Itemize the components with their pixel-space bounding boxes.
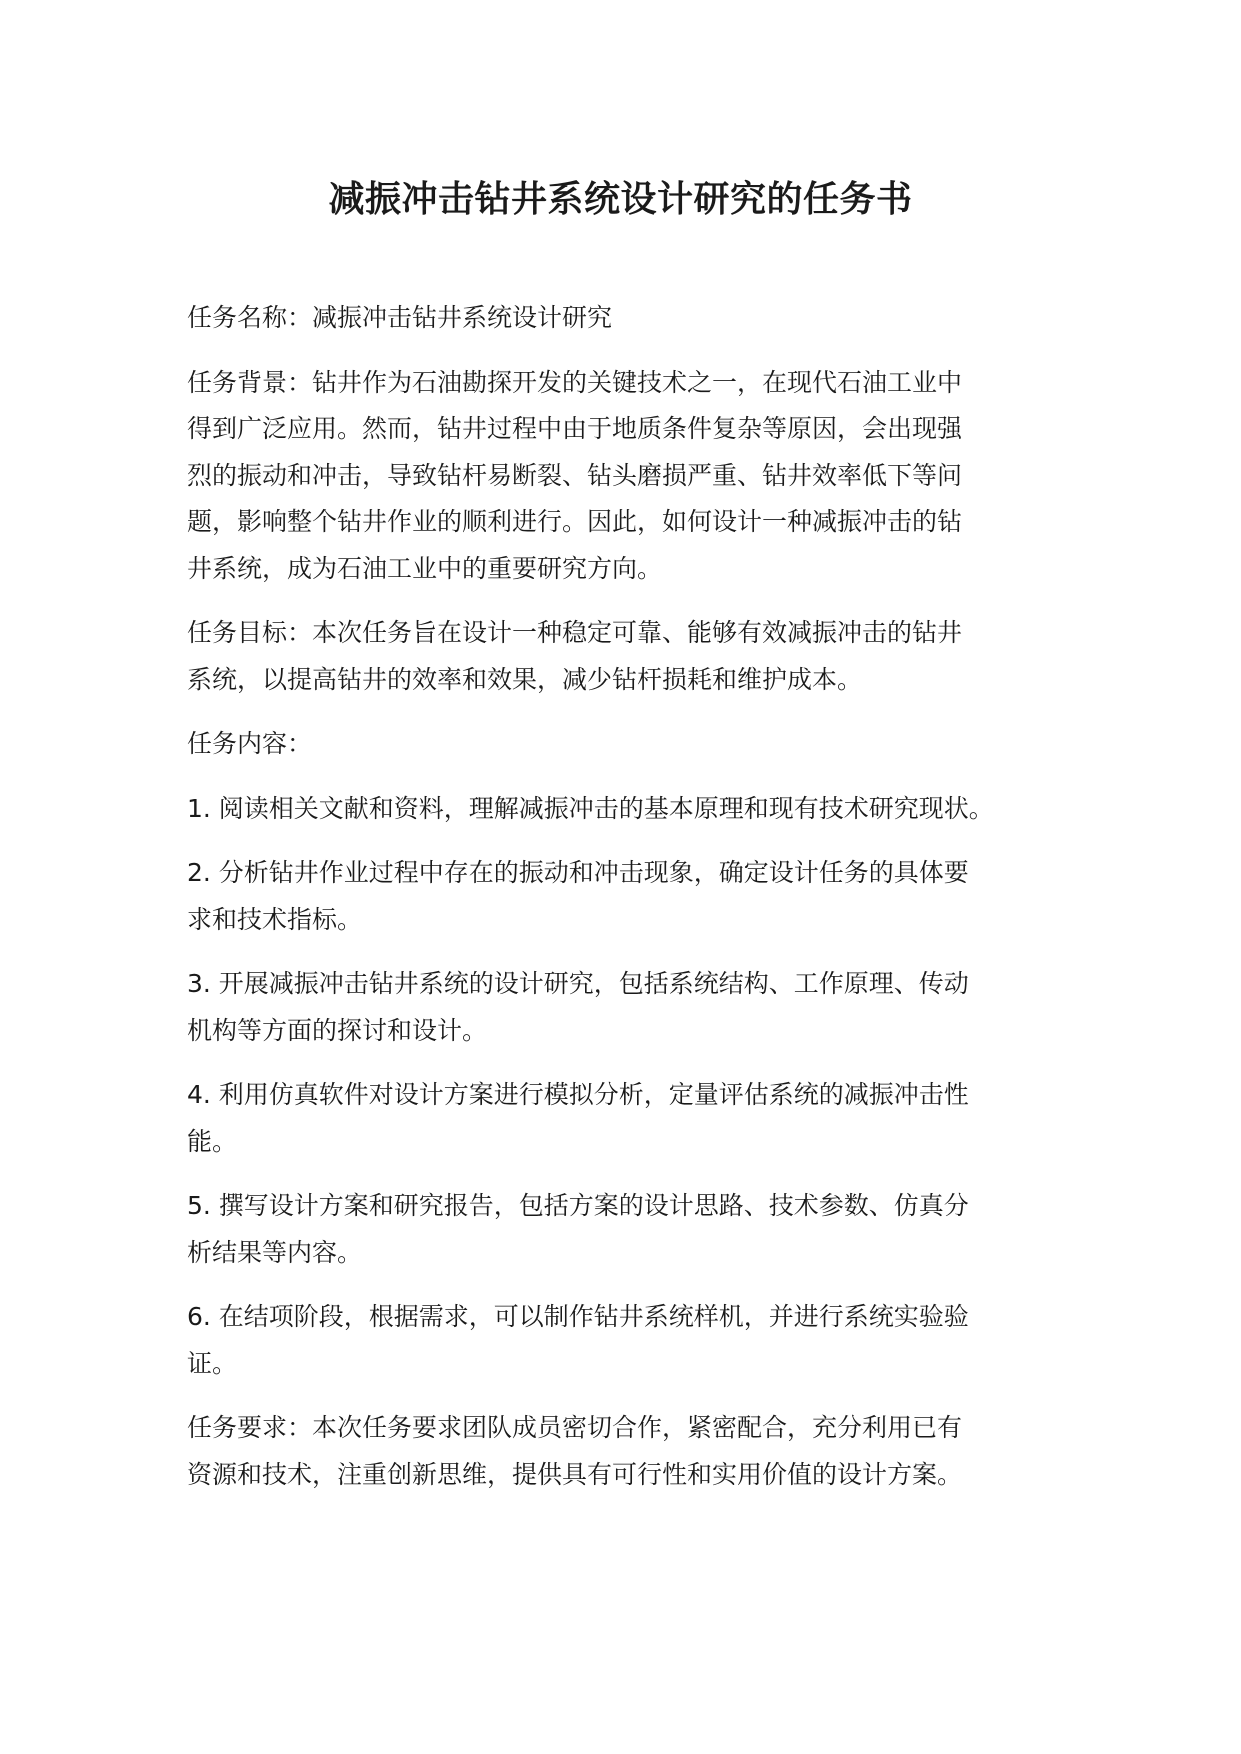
paragraph-line: 5. 撰写设计方案和研究报告，包括方案的设计思路、技术参数、仿真分 bbox=[187, 1191, 969, 1220]
paragraph-task-requirements bbox=[187, 1405, 1047, 1498]
list-item-2 bbox=[187, 850, 1047, 943]
paragraph-line: 烈的振动和冲击，导致钻杆易断裂、钻头磨损严重、钻井效率低下等问 bbox=[187, 460, 963, 490]
list-item-6 bbox=[187, 1294, 1047, 1387]
paragraph-line: 3. 开展减振冲击钻井系统的设计研究，包括系统结构、工作原理、传动 bbox=[187, 969, 969, 998]
document-body bbox=[187, 295, 1047, 1516]
paragraph-line: 2. 分析钻井作业过程中存在的振动和冲击现象，确定设计任务的具体要 bbox=[187, 858, 969, 887]
paragraph-line: 1. 阅读相关文献和资料，理解减振冲击的基本原理和现有技术研究现状。 bbox=[187, 793, 994, 823]
paragraph-line: 机构等方面的探讨和设计。 bbox=[187, 1015, 488, 1045]
paragraph-line: 系统，以提高钻井的效率和效果，减少钻杆损耗和维护成本。 bbox=[187, 664, 863, 694]
paragraph-line: 析结果等内容。 bbox=[187, 1237, 363, 1267]
paragraph-task-goal bbox=[187, 610, 1047, 703]
paragraph-line: 任务背景：钻井作为石油勘探开发的关键技术之一，在现代石油工业中 bbox=[187, 367, 963, 397]
paragraph-line: 资源和技术，注重创新思维，提供具有可行性和实用价值的设计方案。 bbox=[187, 1459, 963, 1489]
paragraph-task-name bbox=[187, 295, 1047, 342]
paragraph-line: 求和技术指标。 bbox=[187, 904, 363, 934]
list-item-5 bbox=[187, 1183, 1047, 1276]
paragraph-line: 证。 bbox=[187, 1348, 238, 1378]
list-item-4 bbox=[187, 1072, 1047, 1165]
paragraph-task-background bbox=[187, 360, 1047, 593]
list-item-1 bbox=[187, 786, 1047, 833]
paragraph-line: 任务要求：本次任务要求团队成员密切合作，紧密配合，充分利用已有 bbox=[187, 1413, 963, 1442]
paragraph-line: 得到广泛应用。然而，钻井过程中由于地质条件复杂等原因，会出现强 bbox=[187, 414, 963, 443]
paragraph-line: 任务目标：本次任务旨在设计一种稳定可靠、能够有效减振冲击的钻井 bbox=[187, 618, 963, 647]
paragraph-line: 能。 bbox=[187, 1126, 238, 1156]
paragraph-line: 井系统，成为石油工业中的重要研究方向。 bbox=[187, 553, 663, 583]
paragraph-line: 6. 在结项阶段，根据需求，可以制作钻井系统样机，并进行系统实验验 bbox=[187, 1302, 969, 1331]
paragraph-task-content-heading bbox=[187, 721, 1047, 768]
document-title: 减振冲击钻井系统设计研究的任务书 bbox=[328, 179, 913, 220]
paragraph-line: 题，影响整个钻井作业的顺利进行。因此，如何设计一种减振冲击的钻 bbox=[187, 507, 963, 536]
paragraph-line: 任务名称：减振冲击钻井系统设计研究 bbox=[187, 303, 613, 332]
paragraph-line: 4. 利用仿真软件对设计方案进行模拟分析，定量评估系统的减振冲击性 bbox=[187, 1080, 969, 1109]
paragraph-line: 任务内容： bbox=[187, 729, 313, 758]
list-item-3 bbox=[187, 961, 1047, 1054]
